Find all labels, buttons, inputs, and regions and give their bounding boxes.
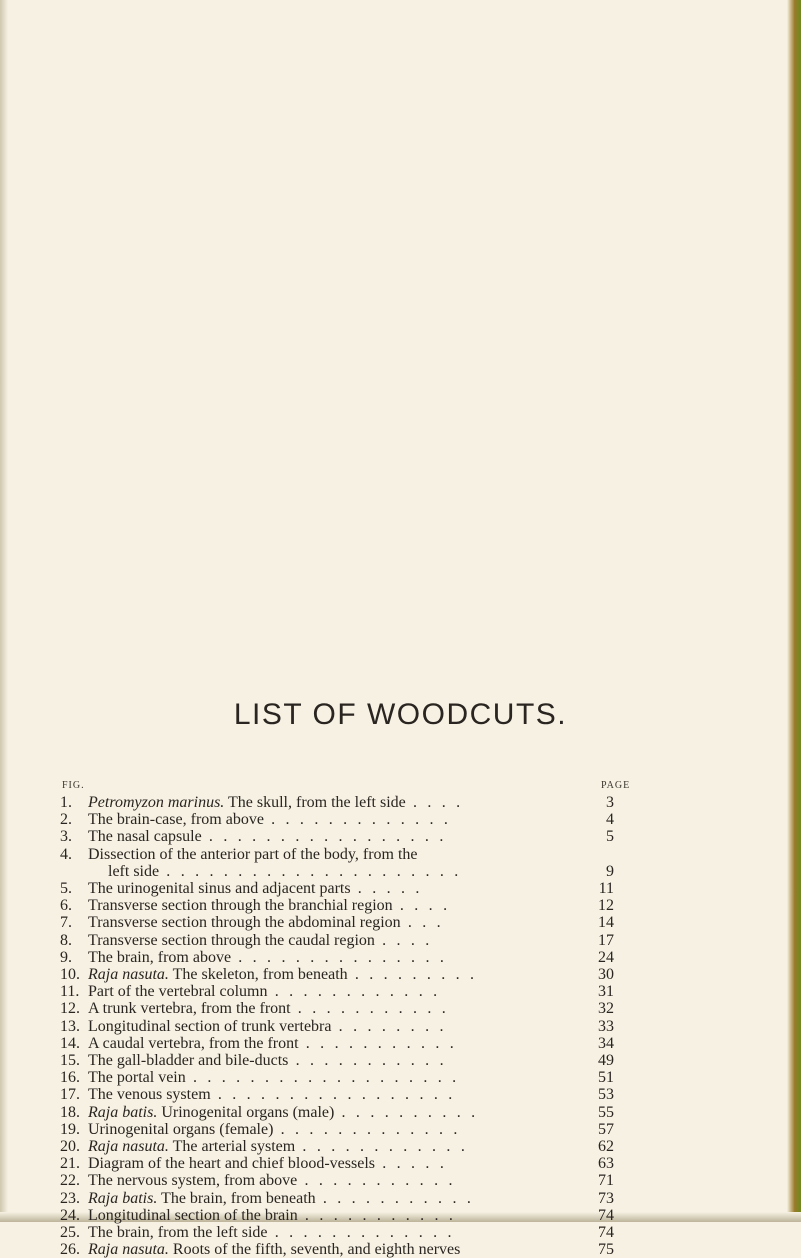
figure-caption <box>88 1086 608 1103</box>
page-number: 33 <box>598 1018 614 1035</box>
caption-text: The arterial system <box>168 1138 296 1155</box>
figure-number: 19. <box>60 1121 80 1138</box>
page-number: 14 <box>598 914 614 931</box>
species-name: Raja nasuta. <box>88 966 169 983</box>
figure-number: 18. <box>60 1104 80 1121</box>
list-item <box>0 1000 801 1017</box>
page-number: 11 <box>598 880 614 897</box>
caption-text: left side <box>108 863 160 880</box>
page-number: 12 <box>598 897 614 914</box>
list-item <box>0 828 801 845</box>
list-item <box>0 1121 801 1138</box>
caption-text: Longitudinal section of trunk vertebra <box>88 1018 332 1035</box>
list-item <box>0 932 801 949</box>
figure-number: 7. <box>60 914 72 931</box>
page-number: 55 <box>598 1104 614 1121</box>
page-number: 30 <box>598 966 614 983</box>
figure-caption <box>88 1121 608 1138</box>
figure-number: 16. <box>60 1069 80 1086</box>
page-number: 5 <box>606 828 614 845</box>
page-column-header: PAGE <box>601 780 631 791</box>
list-item <box>0 949 801 966</box>
page-number: 53 <box>598 1086 614 1103</box>
page-number: 34 <box>598 1035 614 1052</box>
figure-caption <box>88 1190 608 1207</box>
dot-leader: . . . . . . . . . . . . . . . . . . . <box>185 1069 460 1086</box>
caption-text: A caudal vertebra, from the front <box>88 1035 299 1052</box>
page-number: 73 <box>598 1190 614 1207</box>
page-number: 17 <box>598 932 614 949</box>
caption-text: The brain, from beneath <box>157 1190 316 1207</box>
caption-text: A trunk vertebra, from the front <box>88 1000 291 1017</box>
figure-number: 12. <box>60 1000 80 1017</box>
figure-number: 3. <box>60 828 72 845</box>
list-item <box>0 1138 801 1155</box>
dot-leader: . . . . . . . . . . . <box>297 1207 457 1224</box>
dot-leader: . . . . <box>392 897 451 914</box>
species-name: Raja batis. <box>88 1190 158 1207</box>
page-number: 75 <box>598 1241 614 1258</box>
page-title: LIST OF WOODCUTS. <box>233 698 568 731</box>
figure-number: 22. <box>60 1172 80 1189</box>
list-item <box>0 1190 801 1207</box>
figure-number: 20. <box>60 1138 80 1155</box>
figure-caption <box>108 863 628 880</box>
figure-number: 8. <box>60 932 72 949</box>
dot-leader: . . . . <box>374 932 433 949</box>
species-name: Raja batis. <box>88 1104 158 1121</box>
figure-number: 6. <box>60 897 72 914</box>
caption-text: Longitudinal section of the brain <box>88 1207 298 1224</box>
list-item <box>0 914 801 931</box>
figure-number: 26. <box>60 1241 80 1258</box>
dot-leader: . . . . . . . . . . . <box>298 1035 457 1052</box>
figure-caption <box>88 966 608 983</box>
caption-text: The nervous system, from above <box>88 1172 298 1189</box>
page-number: 74 <box>598 1224 614 1241</box>
figure-caption <box>88 932 608 949</box>
figure-caption <box>88 1018 608 1035</box>
dot-leader: . . . . . . . . . . . <box>290 1000 450 1017</box>
caption-text: The portal vein <box>88 1069 186 1086</box>
page-number: 63 <box>598 1155 614 1172</box>
figure-caption <box>88 1104 608 1121</box>
list-item <box>0 1224 801 1241</box>
figure-number: 10. <box>60 966 80 983</box>
figure-caption <box>88 1035 608 1052</box>
dot-leader: . . . . . . . . . . . . <box>267 983 441 1000</box>
figure-number: 2. <box>60 811 72 828</box>
caption-text: The venous system <box>88 1086 211 1103</box>
figure-caption <box>88 880 608 897</box>
caption-text: The skull, from the left side <box>224 794 406 811</box>
list-item <box>0 1069 801 1086</box>
dot-leader: . . . . . . . . . . . . . . . . . . . . . <box>159 863 462 880</box>
page-number: 74 <box>598 1207 614 1224</box>
list-item <box>0 794 801 811</box>
figure-number: 13. <box>60 1018 80 1035</box>
list-item <box>0 811 801 828</box>
dot-leader: . . . . . . . . . . . <box>315 1190 475 1207</box>
figure-number: 17. <box>60 1086 80 1103</box>
figure-caption <box>88 897 608 914</box>
figure-caption <box>88 1207 608 1224</box>
caption-text: The urinogenital sinus and adjacent parts <box>88 880 351 897</box>
figure-caption <box>88 914 608 931</box>
dot-leader: . . . . . . . . . . . . . . . <box>231 949 448 966</box>
caption-text: The brain, from above <box>88 949 232 966</box>
page-number: 71 <box>598 1172 614 1189</box>
figure-caption <box>88 949 608 966</box>
dot-leader: . . . . <box>405 794 464 811</box>
dot-leader: . . . . . . . . . . . . . <box>263 811 452 828</box>
figure-number: 5. <box>60 880 72 897</box>
figure-caption <box>88 828 608 845</box>
dot-leader: . . . . . . . . <box>331 1018 447 1035</box>
figure-caption <box>88 983 608 1000</box>
list-item <box>0 846 801 863</box>
species-name: Petromyzon marinus. <box>88 794 225 811</box>
figure-number: 9. <box>60 949 72 966</box>
list-item <box>0 1104 801 1121</box>
dot-leader: . . . . . . . . . . . . . . . . . <box>210 1086 456 1103</box>
figure-caption <box>88 1172 608 1189</box>
fig-column-header: FIG. <box>62 780 85 791</box>
list-item <box>0 1052 801 1069</box>
list-item <box>0 1035 801 1052</box>
caption-text: Transverse section through the branchial region <box>88 897 393 914</box>
caption-text: Diagram of the heart and chief blood-vessels <box>88 1155 376 1172</box>
page-number: 9 <box>606 863 614 880</box>
figure-number: 11. <box>60 983 80 1000</box>
page-number: 51 <box>598 1069 614 1086</box>
figure-caption <box>88 1000 608 1017</box>
figure-number: 21. <box>60 1155 80 1172</box>
caption-text: The nasal capsule <box>88 828 202 845</box>
list-item <box>0 1155 801 1172</box>
figure-number: 24. <box>60 1207 80 1224</box>
figure-caption <box>88 1069 608 1086</box>
caption-text: Urinogenital organs (male) <box>157 1104 335 1121</box>
caption-text: The brain, from the left side <box>88 1224 268 1241</box>
species-name: Raja nasuta. <box>88 1241 169 1258</box>
caption-text: Urinogenital organs (female) <box>88 1121 274 1138</box>
list-item <box>0 863 801 880</box>
list-item <box>0 1207 801 1224</box>
page-number: 49 <box>598 1052 614 1069</box>
figure-caption <box>88 1138 608 1155</box>
caption-text: The brain-case, from above <box>88 811 264 828</box>
caption-text: Part of the vertebral column <box>88 983 268 1000</box>
dot-leader: . . . . . . . . . . <box>334 1104 479 1121</box>
dot-leader: . . . . . . . . . . . <box>288 1052 447 1069</box>
page-number: 4 <box>606 811 614 828</box>
caption-text: The skeleton, from beneath <box>168 966 348 983</box>
dot-leader: . . . . . <box>375 1155 448 1172</box>
figure-number: 4. <box>60 846 72 863</box>
list-item <box>0 1241 801 1258</box>
page-number: 24 <box>598 949 614 966</box>
figure-caption <box>88 811 608 828</box>
caption-text: Transverse section through the abdominal region <box>88 914 401 931</box>
figure-caption <box>88 1224 608 1241</box>
dot-leader: . . . <box>400 914 444 931</box>
page-number: 32 <box>598 1000 614 1017</box>
list-item <box>0 966 801 983</box>
figure-number: 1. <box>60 794 72 811</box>
list-item <box>0 880 801 897</box>
figure-caption <box>88 794 608 811</box>
figure-caption <box>88 1155 608 1172</box>
species-name: Raja nasuta. <box>88 1138 169 1155</box>
dot-leader: . . . . . . . . . . . . . <box>267 1224 455 1241</box>
list-item <box>0 897 801 914</box>
figure-number: 25. <box>60 1224 80 1241</box>
list-item <box>0 1086 801 1103</box>
page-number: 62 <box>598 1138 614 1155</box>
figure-number: 15. <box>60 1052 80 1069</box>
dot-leader: . . . . . . . . . <box>347 966 478 983</box>
figure-caption <box>88 1241 608 1258</box>
caption-text: Transverse section through the caudal region <box>88 932 375 949</box>
caption-text: Roots of the fifth, seventh, and eighth nerves <box>168 1241 461 1258</box>
page-number: 31 <box>598 983 614 1000</box>
caption-text: The gall-bladder and bile-ducts <box>88 1052 289 1069</box>
page-number: 57 <box>598 1121 614 1138</box>
caption-text: Dissection of the anterior part of the body, from the <box>88 846 418 863</box>
figure-caption <box>88 1052 608 1069</box>
list-item <box>0 1172 801 1189</box>
dot-leader: . . . . . <box>350 880 423 897</box>
dot-leader: . . . . . . . . . . . . . <box>273 1121 461 1138</box>
figure-number: 23. <box>60 1190 80 1207</box>
list-item <box>0 1018 801 1035</box>
figure-number: 14. <box>60 1035 80 1052</box>
dot-leader: . . . . . . . . . . . . <box>295 1138 469 1155</box>
figure-caption <box>88 846 608 863</box>
page-number: 3 <box>606 794 614 811</box>
dot-leader: . . . . . . . . . . . <box>297 1172 456 1189</box>
list-item <box>0 983 801 1000</box>
dot-leader: . . . . . . . . . . . . . . . . . <box>201 828 447 845</box>
